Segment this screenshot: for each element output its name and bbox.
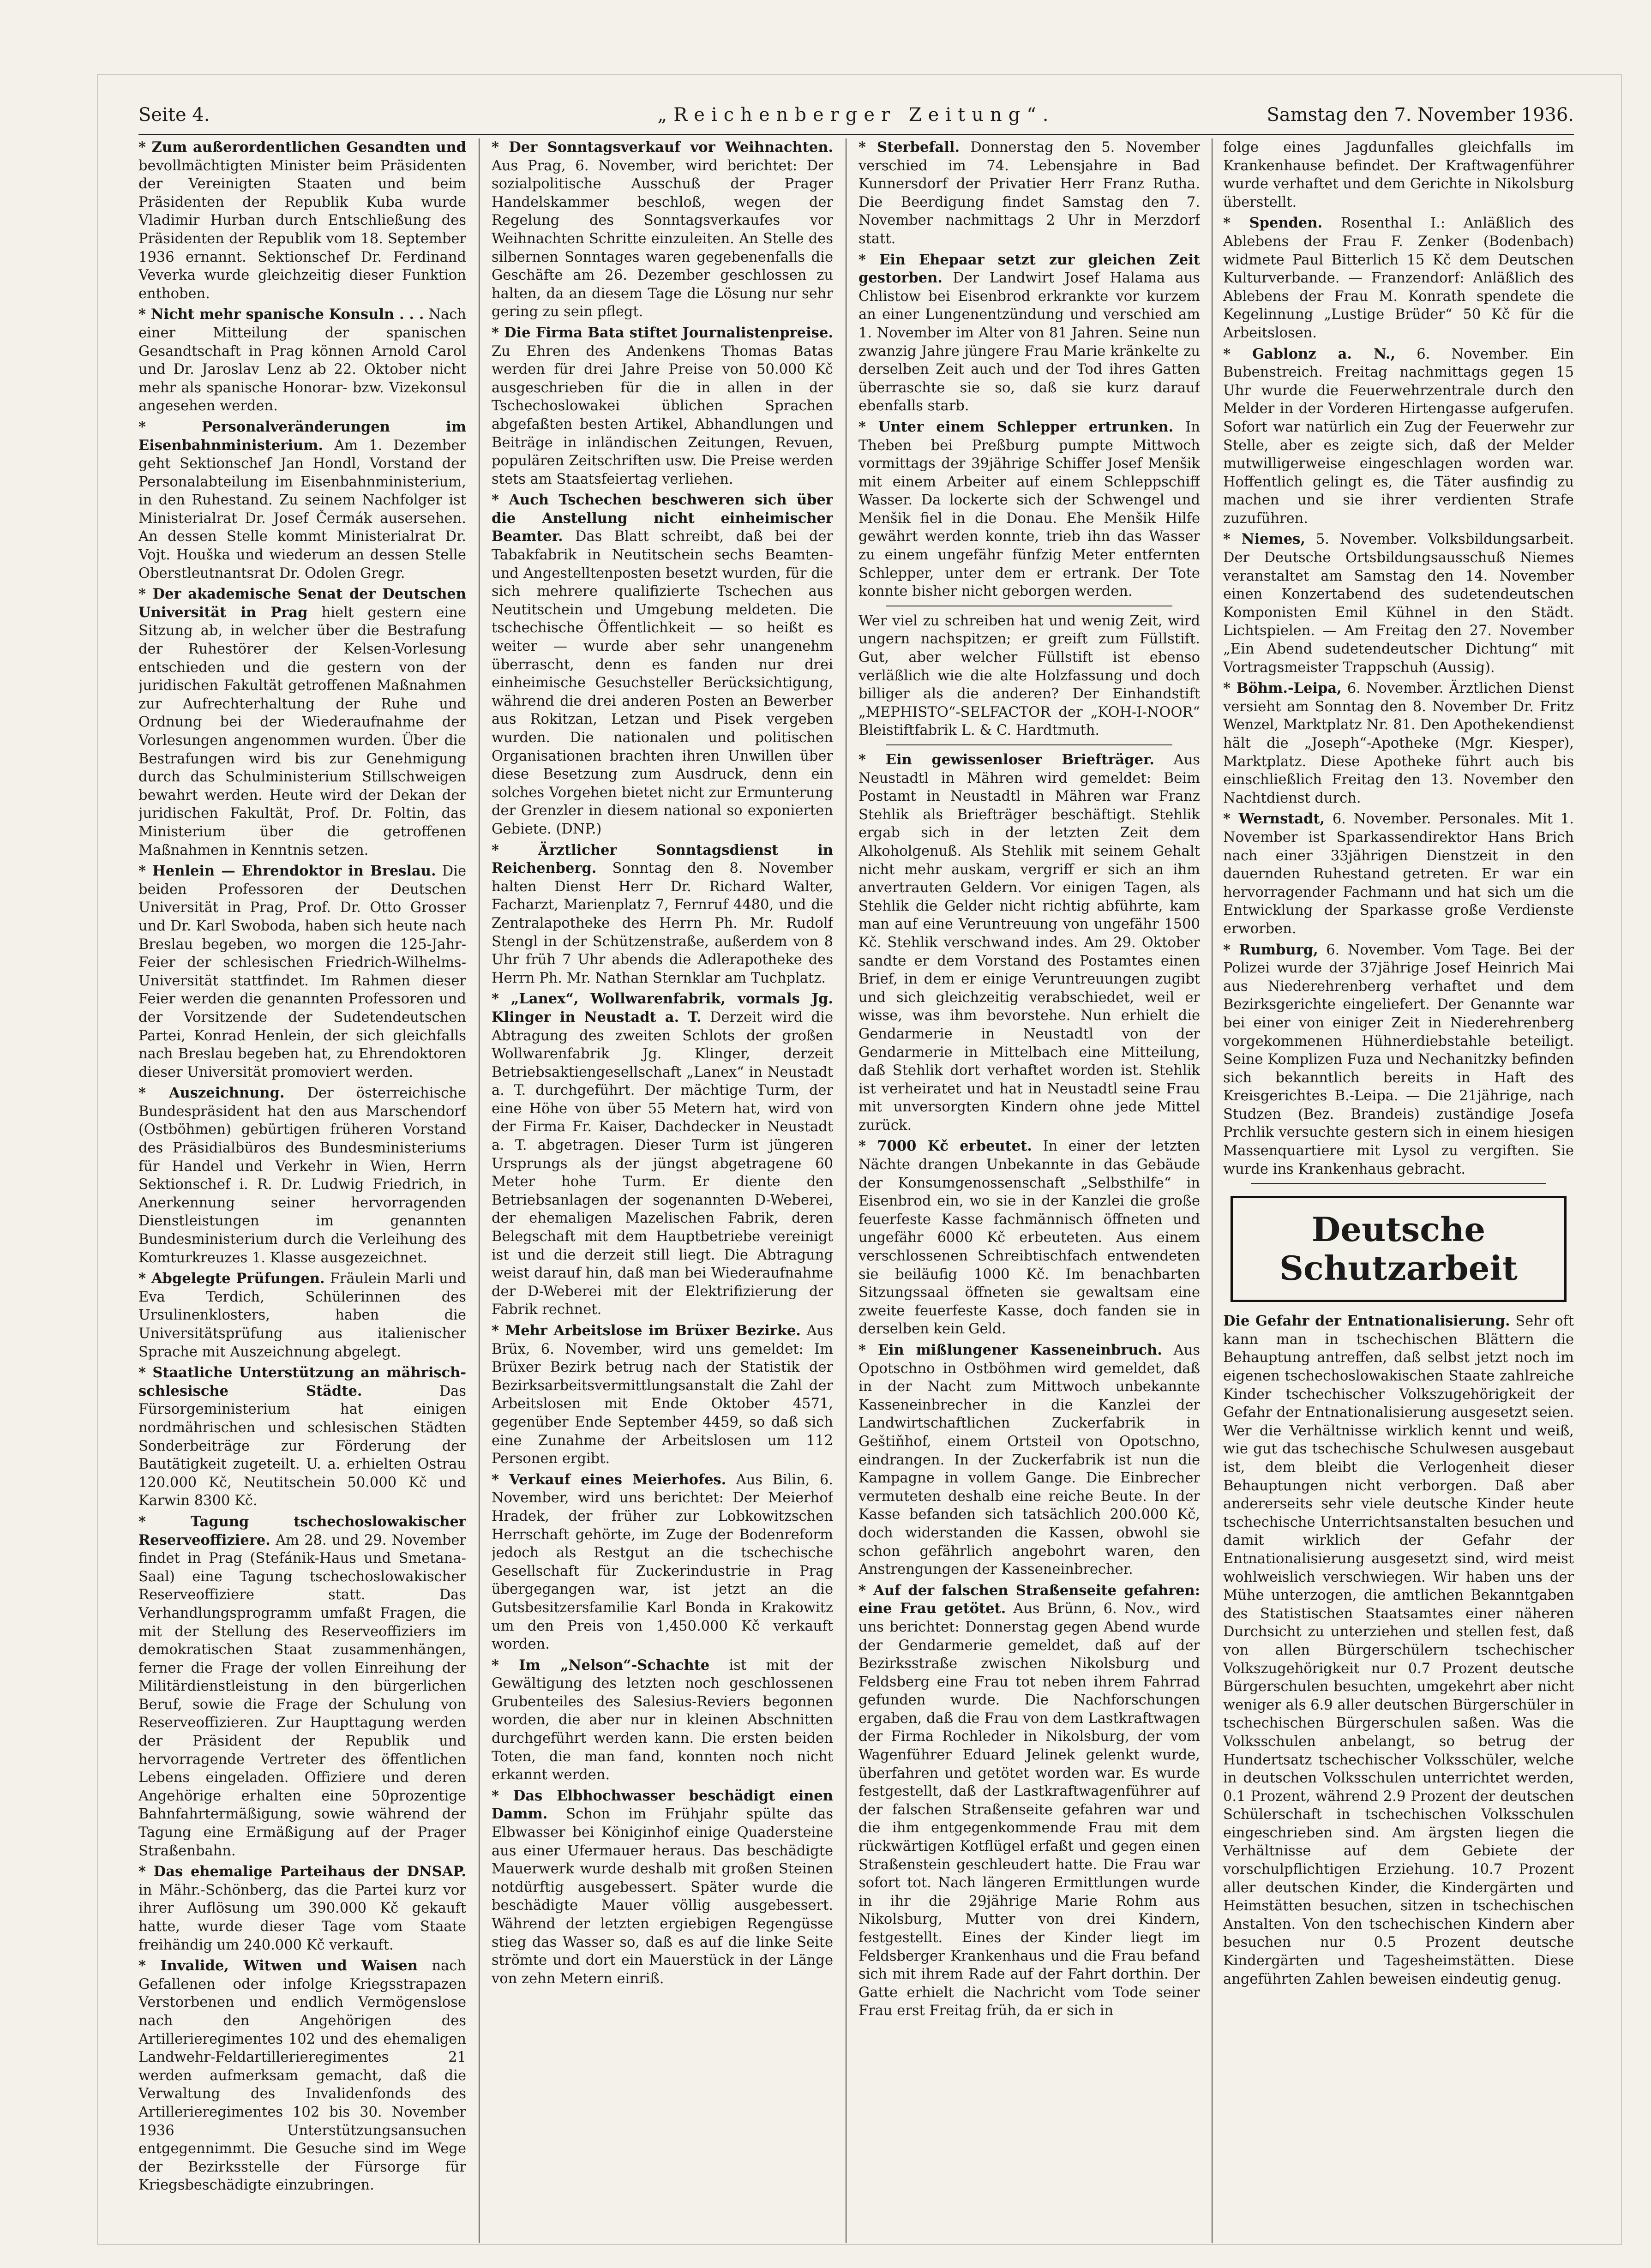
article-body: Das Blatt schreibt, daß bei der Tabakfabrik in Neutitschein sechs Beamten- und Angestelltenposten besetzt wurden, für die sich mehrere qualifizierte Tschechen aus Neutitschein und Umgebung meldeten. Die tschechische Öffentlichkeit — so heißt es weiter — wurde aber sehr unangenehm überrascht, denn es fanden nur drei einheimische Gesuchsteller Berücksichtigung, während die drei anderen Posten an Bewerber aus Rokitzan, Letzan und Pisek vergeben wurden. Die nationalen und politischen Organisationen brachten ihren Unwillen über diese Besetzung zum Ausdruck, denn ein solches Vorgehen bietet nicht zur Ermunterung der Grenzler in diesem national so exponierten Gebiete. (DNP.) [492, 528, 833, 837]
article-body: Nach einer Mitteilung der spanischen Gesandtschaft in Prag können Arnold Carol und Dr. Jaroslav Lenz ab 22. Oktober nicht mehr als spanische Honorar- bzw. Vizekonsul angesehen werden. [138, 306, 466, 414]
article [492, 1322, 833, 1468]
article [138, 585, 466, 859]
article [1223, 345, 1574, 528]
article-body: Der österreichische Bundespräsident hat den aus Marschendorf (Ostböhmen) gebürtigen früheren Vorstand des Präsidialbüros des Bundesministeriums für Handel und Verkehr in Wien, Herrn Sektionschef i. R. Dr. Ludwig Friedrich, in Anerkennung seiner hervorragenden Dienstleistungen im genannten Bundesministerium durch die Verleihung des Komturkreuzes 1. Klasse ausgezeichnet. [138, 1085, 466, 1266]
article-body: 5. November. Volksbildungsarbeit. Der Deutsche Ortsbildungsausschuß Niemes veranstaltet am Samstag den 14. November einen Konzertabend des sudetendeutschen Komponisten Emil Kühnel in den Städt. Lichtspielen. — Am Freitag den 27. November „Ein Abend sudetendeutscher Dichtung“ mit Vortragsmeister Trappschuh (Aussig). [1223, 531, 1574, 676]
column-2 [492, 138, 833, 2248]
article [138, 1957, 466, 2195]
article-headline: * Der akademische Senat der Deutschen Universität in Prag [138, 586, 466, 621]
article-body: Aus Brüx, 6. November, wird uns gemeldet: Im Brüxer Bezirk betrug nach der Statistik der Bezirksarbeitsvermittlungsanstalt die Zahl der Arbeitslosen mit Ende Oktober 4571, gegenüber Ende September 4459, so daß sich eine Zunahme der Arbeitslosen um 112 Personen ergibt. [492, 1323, 833, 1467]
article [138, 1364, 466, 1510]
article-headline: * 7000 Kč erbeutet. [859, 1138, 1032, 1155]
article [138, 862, 466, 1081]
column-3-top [859, 138, 1200, 601]
article-headline: * Das Elbhochwasser beschädigt einen Damm. [492, 1787, 833, 1823]
article-headline: * Personalveränderungen im Eisenbahnministerium. [138, 418, 466, 454]
article-headline: * Auszeichnung. [138, 1085, 285, 1102]
article-headline: * Im „Nelson“-Schachte [492, 1656, 710, 1674]
article [492, 1471, 833, 1654]
article-headline: * Die Firma Bata stiftet Journalistenpreise. [492, 324, 833, 341]
article-headline: * Abgelegte Prüfungen. [138, 1270, 325, 1287]
column-4-bottom [1223, 1312, 1574, 1988]
article [859, 251, 1200, 415]
divider [1251, 1183, 1546, 1184]
article [859, 418, 1200, 601]
article-headline: * Nicht mehr spanische Konsuln . . . [138, 306, 424, 323]
article-headline: * Zum außerordentlichen Gesandten und [138, 139, 466, 156]
column-3-bottom [859, 751, 1200, 2020]
article [138, 418, 466, 582]
article [1223, 679, 1574, 807]
advertisement-text: Wer viel zu schreiben hat und wenig Zeit, wird ungern nachspitzen; er greift zum Füllstift. Gut, aber welcher Füllstift ist ebenso verläßlich wie die alte Holzfassung und doch billiger als die anderen? Der Einhandstift „MEPHISTO“-SELFACTOR der „KOH-I-NOOR“ Bleistiftfabrik L. & C. Hardtmuth. [859, 612, 1200, 739]
article-headline: * Henlein — Ehrendoktor in Breslau. [138, 863, 436, 880]
article [138, 138, 466, 303]
article-body: 6. November. Ärztlichen Dienst versieht am Sonntag den 8. November Dr. Fritz Wenzel, Marktplatz Nr. 81. Den Apothekendienst hält die „Joseph“-Apotheke (Mgr. Kiesper), Marktplatz. Diese Apotheke führt auch bis einschließlich Freitag den 13. November den Nachtdienst durch. [1223, 680, 1574, 806]
article [492, 1787, 833, 1988]
column-rule [479, 138, 480, 2243]
article-body: Aus Bilin, 6. November, wird uns berichtet: Der Meierhof Hradek, der früher zur Lobkowitzschen Herrschaft gehörte, im Zuge der Bodenreform jedoch als Restgut an die tschechische Gesellschaft für Zuckerindustrie in Prag übergegangen war, ist jetzt an die Gutsbesitzersfamilie Karl Bonda in Krakowitz um den Preis von 1,450.000 Kč verkauft worden. [492, 1471, 833, 1653]
article-body: Fräulein Marli und Eva Terdich, Schülerinnen des Ursulinenklosters, haben die Universitätsprüfung aus italienischer Sprache mit Auszeichnung abgelegt. [138, 1271, 466, 1360]
article [492, 138, 833, 321]
article-body: folge eines Jagdunfalles gleichfalls im Krankenhause befindet. Der Kraftwagenführer wurde verhaftet und dem Gerichte in Nikolsburg überstellt. [1223, 139, 1574, 210]
article [1223, 941, 1574, 1179]
article-body: Derzeit wird die Abtragung des zweiten Schlots der großen Wollwarenfabrik Jg. Klinger, derzeit Betriebsaktiengesellschaft „Lanex“ in Neustadt a. T. durchgeführt. Der mächtige Turm, der eine Höhe von über 55 Metern hat, wird von der Firma Fr. Kaiser, Dachdecker in Neustadt a. T. abgetragen. Dieser Turm ist jüngeren Ursprungs als der jüngst abgetragene 60 Meter hohe Turm. Er diente den Betriebsanlagen der sogenannten D-Weberei, der ehemaligen Mazelischen Fabrik, deren Belegschaft mit dem Hauptbetriebe vereinigt ist und die derzeit still liegt. Die Abtragung weist darauf hin, daß man bei Wiederaufnahme der D-Weberei mit der Elektrifizierung der Fabrik rechnet. [492, 1009, 833, 1318]
article-headline: * Invalide, Witwen und Waisen [138, 1957, 418, 1974]
article-body: bevollmächtigten Minister beim Präsidenten der Vereinigten Staaten und beim Präsidenten der Republik Kuba wurde Vladimir Hurban durch Entschließung des Präsidenten der Republik vom 18. September 1936 ernannt. Sektionschef Dr. Ferdinand Veverka wurde gleichzeitig dieser Funktion enthoben. [138, 157, 466, 302]
column-rule [846, 138, 847, 2243]
article-body: Der Landwirt Josef Halama aus Chlistow bei Eisenbrod erkrankte vor kurzem an einer Lungenentzündung und verschied am 1. November im Alter von 81 Jahren. Seine nun zwanzig Jahre jüngere Frau Marie kränkelte zu derselben Zeit auch und der Tod ihres Gatten überraschte sie so, daß sie kurz darauf ebenfalls starb. [859, 270, 1200, 414]
page-number: Seite 4. [138, 104, 210, 126]
article-headline: * Auf der falschen Straßenseite gefahren: eine Frau getötet. [859, 1582, 1200, 1617]
article [492, 990, 833, 1319]
article-headline: * Verkauf eines Meierhofes. [492, 1471, 726, 1488]
article-body: 6. November. Ein Bubenstreich. Freitag nachmittags gegen 15 Uhr wurde die Feuerwehrzentrale durch den Melder in der Vorderen Hirtengasse aufgerufen. Sofort war natürlich ein Zug der Feuerwehr zur Stelle, aber es zeigte sich, daß der Melder mutwilligerweise eingeschlagen worden war. Hoffentlich gelingt es, die Täter ausfindig zu machen und sie ihrer verdienten Strafe zuzuführen. [1223, 346, 1574, 527]
issue-date: Samstag den 7. November 1936. [1267, 104, 1574, 126]
article-headline: * Ärztlicher Sonntagsdienst in Reichenberg. [492, 841, 833, 877]
article-body: Schon im Frühjahr spülte das Elbwasser bei Königinhof einige Quadersteine aus einer Ufermauer heraus. Das beschädigte Mauerwerk wurde deshalb mit großen Steinen notdürftig ausgebessert. Später wurde die beschädigte Mauer völlig ausgebessert. Während der letzten ergiebigen Regengüsse stieg das Wasser so, daß es auf die linke Seite strömte und dort ein Mauerstück in der Länge von zehn Metern einriß. [492, 1806, 833, 1987]
article-headline: * Spenden. [1223, 215, 1323, 232]
article [492, 324, 833, 488]
article-headline: * Tagung tschechoslowakischer Reserveoffiziere. [138, 1513, 466, 1548]
article-headline: * Der Sonntagsverkauf vor Weihnachten. [492, 139, 833, 156]
article-headline: * „Lanex“, Wollwarenfabrik, vormals Jg. Klinger in Neustadt a. T. [492, 990, 833, 1026]
article [138, 1513, 466, 1860]
article-headline: * Rumburg, [1223, 941, 1318, 958]
article [492, 841, 833, 988]
article-body: In Theben bei Preßburg pumpte Mittwoch vormittags der 39jährige Schiffer Josef Menšik mit einem Arbeiter auf einem Schleppschiff Wasser. Da lockerte sich der Schwengel und Menšik fiel in die Donau. Ehe Menšik Hilfe gewährt werden konnte, trieb ihn das Wasser zu einem ungefähr fünfzig Meter entfernten Schlepper, unter dem er ertrank. Der Tote konnte bisher nicht geborgen werden. [859, 419, 1200, 600]
article-body: In einer der letzten Nächte drangen Unbekannte in das Gebäude der Konsumgenossenschaft „Selbsthilfe“ in Eisenbrod ein, wo sie in der Kanzlei die große feuerfeste Kasse fachmännisch öffneten und ungefähr 6000 Kč erbeuteten. Aus einem verschlossenen Schreibtischfach entwendeten sie beiläufig 1000 Kč. Im benachbarten Sitzungssaal öffneten sie gewaltsam eine zweite feuerfeste Kasse, doch fanden sie in derselben kein Geld. [859, 1138, 1200, 1338]
article-body: nach Gefallenen oder infolge Kriegsstrapazen Verstorbenen und endlich Vermögenslose nach den Angehörigen des Artillerieregimentes 102 und des ehemaligen Landwehr-Feldartillerieregimentes 21 werden aufmerksam gemacht, daß die Verwaltung des Invalidenfonds des Artillerieregimentes 102 bis 30. November 1936 Unterstützungsansuchen entgegennimmt. Die Gesuche sind im Wege der Bezirksstelle der Fürsorge für Kriegsbeschädigte einzubringen. [138, 1958, 466, 2194]
article-body: Aus Brünn, 6. Nov., wird uns berichtet: Donnerstag gegen Abend wurde der Gendarmerie gemeldet, daß auf der Bezirksstraße zwischen Nikolsburg und Feldsberg eine Frau tot neben ihrem Fahrrad gefunden wurde. Die Nachforschungen ergaben, daß die Frau von dem Lastkraftwagen der Firma Rochleder in Nikolsburg, der vom Wagenführer Eduard Jelinek gelenkt wurde, überfahren und getötet worden war. Es wurde festgestellt, daß der Lastkraftwagenführer auf der falschen Straßenseite gefahren war und die ihm entgegenkommende Frau mit dem rückwärtigen Kotflügel erfaßt und gegen einen Straßenstein geschleudert hatte. Die Frau war sofort tot. Nach längeren Ermittlungen wurde in ihr die 29jährige Marie Rohm aus Nikolsburg, Mutter von drei Kindern, festgestellt. Eines der Kinder liegt im Feldsberger Krankenhaus und die Frau befand sich mit ihrem Rade auf der Fahrt dorthin. Der Gatte erhielt die Nachricht vom Tode seiner Frau erst Freitag früh, da er sich in [859, 1601, 1200, 2019]
article-headline: * Ein gewissenloser Briefträger. [859, 751, 1154, 768]
article-body: Am 1. Dezember geht Sektionschef Jan Hondl, Vorstand der Personalabteilung im Eisenbahnministerium, in den Ruhestand. Zu seinem Nachfolger ist Ministerialrat Dr. Josef Čermák ausersehen. An dessen Stelle kommt Ministerialrat Dr. Vojt. Houška und wiederum an dessen Stelle Oberstleutnantsrat Dr. Odolen Gregr. [138, 437, 466, 582]
article-body: Die beiden Professoren der Deutschen Universität in Prag, Prof. Dr. Otto Grosser und Dr. Karl Swoboda, haben sich heute nach Breslau begeben, wo morgen die 125-Jahr-Feier der schlesischen Friedrich-Wilhelms-Universität stattfindet. Im Rahmen dieser Feier werden die genannten Professoren und der Vorsitzende der Sudetendeutschen Partei, Konrad Henlein, der sich gleichfalls nach Breslau begeben hat, zu Ehrendoktoren dieser Universität promoviert werden. [138, 863, 466, 1080]
article [859, 1137, 1200, 1338]
column-1 [138, 138, 466, 2248]
article-headline: * Niemes, [1223, 531, 1306, 548]
article [1223, 810, 1574, 938]
article-body: Donnerstag den 5. November verschied im 74. Lebensjahre in Bad Kunnersdorf der Privatier Herr Franz Rutha. Die Beerdigung findet Samstag den 7. November nachmittags 2 Uhr in Merzdorf statt. [859, 139, 1200, 247]
newspaper-title: „Reichenberger Zeitung“. [657, 104, 1055, 126]
article [138, 306, 466, 415]
article-body: Zu Ehren des Andenkens Thomas Batas werden für drei Jahre Preise von 50.000 Kč ausgeschrieben für die in allen in der Tschechoslowakei üblichen Sprachen abgefaßten besten Artikel, Abhandlungen und Beiträge in inländischen Zeitungen, Revuen, populären Zeitschriften usw. Die Preise werden stets am Staatsfeiertag verliehen. [492, 343, 833, 487]
article-headline: * Wernstadt, [1223, 810, 1325, 828]
article-body: Aus Neustadtl in Mähren wird gemeldet: Beim Postamt in Neustadtl in Mähren war Franz Stehlik als Briefträger beschäftigt. Stehlik ergab sich in der letzten Zeit dem Alkoholgenuß. Als Stehlik mit seinem Gehalt nicht mehr auskam, vergriff er sich an ihm anvertrauten Geldern. Vor einigen Tagen, als Stehlik die Gelder nicht richtig abführte, kam man auf eine Veruntreuung von ungefähr 1500 Kč. Stehlik verschwand indes. Am 29. Oktober sandte er dem Vorstand des Postamtes einen Brief, in dem er einige Veruntreuungen zugibt und sich gleichzeitig verabschiedet, weil er wisse, was ihm bevorstehe. Nun erhielt die Gendarmerie in Neustadtl von der Gendarmerie in Mittelbach eine Mitteilung, daß Stehlik dort verhaftet worden ist. Stehlik ist verheiratet und hat in Neustadtl seine Frau mit unversorgten Kindern ohne jede Mittel zurück. [859, 752, 1200, 1134]
article-headline: * Gablonz a. N., [1223, 345, 1396, 362]
article [1223, 530, 1574, 677]
article-headline: * Das ehemalige Parteihaus der DNSAP. [138, 1863, 466, 1880]
article-headline: * Sterbefall. [859, 139, 960, 156]
article-headline: * Böhm.-Leipa, [1223, 680, 1342, 697]
article-body: Am 28. und 29. November findet in Prag (Stefánik-Haus und Smetana-Saal) eine Tagung tschechoslowakischer Reserveoffiziere statt. Das Verhandlungsprogramm umfaßt Fragen, die mit der Stellung des Reserveoffiziers im demokratischen Staat zusammenhängen, ferner die Frage der vollen Einreihung der Militärdienstleistung in den bürgerlichen Beruf, sowie die Frage der Schulung von Reserveoffizieren. Zur Haupttagung werden der Präsident der Republik und hervorragende Vertreter des öffentlichen Lebens eingeladen. Offiziere und deren Angehörige erhalten eine 50prozentige Bahnfahrtermäßigung, sowie während der Tagung eine Ermäßigung auf der Prager Straßenbahn. [138, 1532, 466, 1859]
article [859, 751, 1200, 1134]
article-headline: * Staatliche Unterstützung an mährisch-schlesische Städte. [138, 1364, 466, 1399]
article [138, 1270, 466, 1361]
article [1223, 214, 1574, 342]
page-header [138, 97, 1574, 135]
article-headline: * Unter einem Schlepper ertrunken. [859, 418, 1174, 435]
article [859, 1582, 1200, 2020]
article [492, 491, 833, 838]
article-headline: * Ein mißlungener Kasseneinbruch. [859, 1342, 1162, 1358]
article-body: Aus Opotschno in Ostböhmen wird gemeldet, daß in der Nacht zum Mittwoch unbekannte Kasseneinbrecher in die Kanzlei der Landwirtschaftlichen Zuckerfabrik in Geštiňhof, einem Ortsteil von Opotschno, eindrangen. In der Zuckerfabrik ist nun die Kampagne in vollem Gange. Die Einbrecher vermuteten deshalb eine reiche Beute. In der Kasse befanden sich tatsächlich 200.000 Kč, doch widerstanden die Kassen, obwohl sie schon gefährlich angebohrt waren, den Anstrengungen der Kasseneinbrecher. [859, 1342, 1200, 1578]
column-4 [1223, 138, 1574, 2248]
article [492, 1656, 833, 1784]
article [859, 138, 1200, 248]
article-body: Rosenthal I.: Anläßlich des Ablebens der Frau F. Zenker (Bodenbach) widmete Paul Bitterlich 15 Kč dem Deutschen Kulturverbande. — Franzendorf: Anläßlich des Ablebens der Frau M. Konrath spendete die Kegelinnung „Lustige Brüder“ 50 Kč für die Arbeitslosen. [1223, 215, 1574, 341]
article-body: Das Fürsorgeministerium hat einigen nordmährischen und schlesischen Städten Sonderbeiträge zur Förderung der Bautätigkeit zugeteilt. U. a. erhielten Ostrau 120.000 Kč, Neutitschein 50.000 Kč und Karwin 8300 Kč. [138, 1383, 466, 1509]
column-4-top [1223, 138, 1574, 1178]
section-banner: Deutsche Schutzarbeit [1231, 1196, 1567, 1302]
article-headline: * Ein Ehepaar setzt zur gleichen Zeit gestorben. [859, 251, 1200, 287]
article-body: Sonntag den 8. November halten Dienst Herr Dr. Richard Walter, Facharzt, Marienplatz 7, Fernruf 4480, und die Zentralapotheke des Herrn Ph. Mr. Rudolf Stengl in der Schützenstraße, außerdem von 8 Uhr früh 7 Uhr abends die Adlerapotheke des Herrn Ph. Mr. Nathan Sternklar am Tuchplatz. [492, 860, 833, 986]
article [138, 1863, 466, 1954]
article [859, 1341, 1200, 1579]
article-body: 6. November. Personales. Mit 1. November ist Sparkassendirektor Hans Brich nach einer 33jährigen Dienstzeit in den dauernden Ruhestand getreten. Er war ein hervorragender Fachmann und hat sich um die Entwicklung der Sparkasse große Verdienste erworben. [1223, 811, 1574, 937]
article-headline: * Mehr Arbeitslose im Brüxer Bezirke. [492, 1322, 801, 1339]
article-body: in Mähr.-Schönberg, das die Partei kurz vor ihrer Auflösung um 390.000 Kč gekauft hatte, wurde dieser Tage vom Staate freihändig um 240.000 Kč verkauft. [138, 1882, 466, 1953]
article [1223, 138, 1574, 211]
article-body: Sehr oft kann man in tschechischen Blättern die Behauptung antreffen, daß selbst jetzt noch im eigenen tschechoslowakischen Staate zahlreiche Kinder tschechischer Volkszugehörigkeit der Gefahr der Entnationalisierung ausgesetzt seien. Wer die Verhältnisse wirklich kennt und weiß, wie gut das tschechische Schulwesen ausgebaut ist, dem bleibt die Verlogenheit dieser Behauptungen nicht verborgen. Daß aber andererseits sehr viele deutsche Kinder heute tschechische Unterrichtsanstalten besuchen und damit wirklich der Gefahr der Entnationalisierung ausgesetzt sind, wird meist wohlweislich verschwiegen. Wir haben uns der Mühe unterzogen, die amtlichen Bekanntgaben des Statistischen Staatsamtes einer näheren Durchsicht zu unterziehen und stellen fest, daß von allen Bürgerschülern tschechischer Volkszugehörigkeit nur 0.7 Prozent deutsche Bürgerschulen besuchten, umgekehrt aber nicht weniger als 6.9 aller deutschen Bürgerschüler in tschechischen Bürgerschulen saßen. Was die Volksschulen anbelangt, so betrug der Hundertsatz tschechischer Volksschüler, welche in deutschen Volksschulen unterrichtet werden, 0.1 Prozent, während 2.9 Prozent der deutschen Schülerschaft in tschechischen Volksschulen eingeschrieben sind. Am ärgsten liegen die Verhältnisse auf dem Gebiete der vorschulpflichtigen Erziehung. 10.7 Prozent aller deutschen Kinder, die Kindergärten und Heimstätten besuchen, sitzen in tschechischen Anstalten. Von den tschechischen Kindern aber besuchen nur 0.5 Prozent deutsche Kindergärten und Tagesheimstätten. Diese angeführten Zahlen beweisen eindeutig genug. [1223, 1313, 1574, 1987]
article-body: hielt gestern eine Sitzung ab, in welcher über die Bestrafung der Ruhestörer der Kelsen-Vorlesung entschieden und die gestern von der juridischen Fakultät getroffenen Maßnahmen zur Aufrechterhaltung der Ruhe und Ordnung bei der Wiederaufnahme der Vorlesungen angenommen wurden. Über die Bestrafungen wird bis zur Genehmigung durch das Schulministerium Stillschweigen bewahrt werden. Heute wird der Dekan der juridischen Fakultät, Prof. Dr. Foltin, das Ministerium über die getroffenen Maßnahmen in Kenntnis setzen. [138, 604, 466, 858]
column-3 [859, 138, 1200, 2248]
article-body: ist mit der Gewältigung des letzten noch geschlossenen Grubenteiles des Salesius-Reviers begonnen worden, die aber nur in kleinen Abschnitten durchgeführt werden kann. Die ersten beiden Toten, die man fand, konnten noch nicht erkannt werden. [492, 1657, 833, 1783]
article [1223, 1312, 1574, 1988]
article-headline: Die Gefahr der Entnationalisierung. [1223, 1313, 1510, 1330]
column-rule [1212, 138, 1213, 2243]
article-body: Aus Prag, 6. November, wird berichtet: Der sozialpolitische Ausschuß der Prager Handelskammer beschloß, wegen der Regelung des Sonntagsverkaufes vor Weihnachten Schritte einzuleiten. An Stelle des silbernen Sonntages waren gegebenenfalls die Geschäfte am 26. Dezember geschlossen zu halten, da an diesem Tage die Lösung nur sehr gering zu sein pflegt. [492, 157, 833, 320]
article-headline: * Auch Tschechen beschweren sich über die Anstellung nicht einheimischer Beamter. [492, 492, 833, 545]
divider [886, 744, 1172, 745]
article-body: 6. November. Vom Tage. Bei der Polizei wurde der 37jährige Josef Heinrich Mai aus Niederehrenberg verhaftet und dem Bezirksgerichte eingeliefert. Der Genannte war bei einer von einiger Zeit in Niederehrenberg vorgekommenen Hühnerdiebstahle beteiligt. Seine Komplizen Fuza und Nechanitzky befinden sich bekanntlich bereits in Haft des Kreisgerichtes B.-Leipa. — Die 21jährige, nach Studzen (Bez. Brandeis) zuständige Josefa Prchlik versuchte gestern sich in einem hiesigen Massenquartiere mit Lysol zu vergiften. Sie wurde ins Krankenhaus gebracht. [1223, 942, 1574, 1177]
article [138, 1084, 466, 1267]
